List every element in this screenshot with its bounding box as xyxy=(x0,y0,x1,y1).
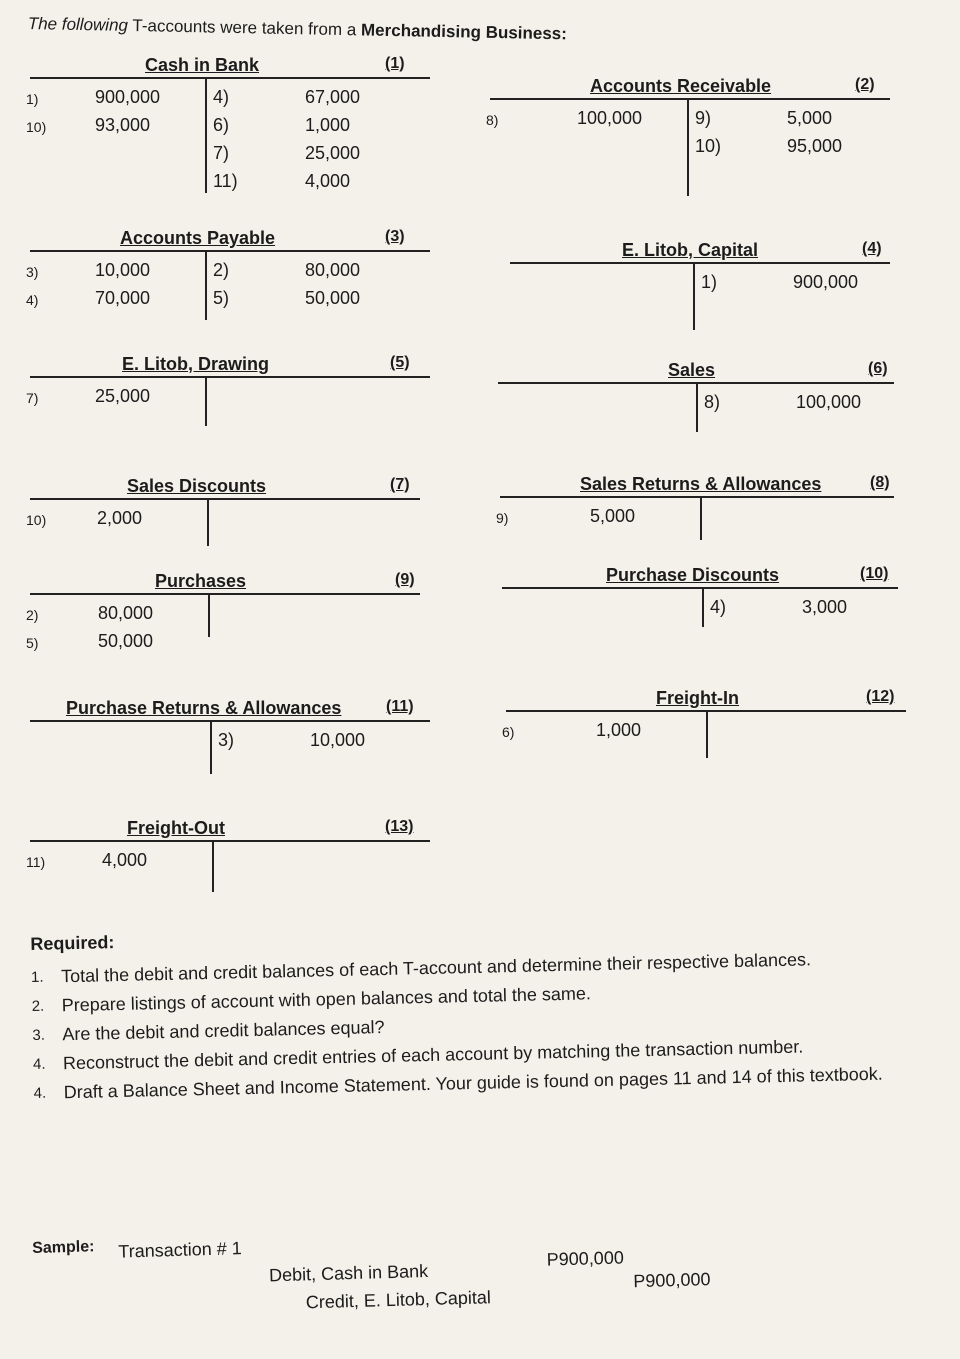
t-account xyxy=(486,76,890,196)
account-number: (12) xyxy=(866,688,895,705)
account-number: (9) xyxy=(395,571,415,588)
t-account xyxy=(502,565,898,685)
account-title: E. Litob, Capital xyxy=(622,240,759,260)
account-number: (8) xyxy=(870,474,890,491)
credit-amount: 95,000 xyxy=(787,136,843,156)
intro-prefix: The following xyxy=(27,14,129,35)
debit-ref: 2) xyxy=(26,607,39,623)
account-title: Sales Returns & Allowances xyxy=(580,474,822,494)
item-number: 4. xyxy=(32,1055,46,1073)
item-number: 4. xyxy=(33,1084,47,1102)
t-account-vertical-line xyxy=(207,498,209,546)
account-number: (4) xyxy=(862,240,882,257)
credit-ref: 9) xyxy=(695,108,712,128)
debit-amount: 80,000 xyxy=(98,603,154,623)
credit-ref: 7) xyxy=(213,143,230,163)
t-account xyxy=(498,360,894,480)
credit-ref: 3) xyxy=(218,730,235,750)
debit-ref: 11) xyxy=(26,854,46,870)
credit-ref: 11) xyxy=(213,171,238,191)
credit-ref: 1) xyxy=(701,272,718,292)
t-account-vertical-line xyxy=(205,376,207,426)
debit-amount: 5,000 xyxy=(590,506,636,526)
sample-credit-amount: P900,000 xyxy=(633,1269,711,1292)
item-text: Total the debit and credit balances of each T-account and determine their respective balances. xyxy=(60,949,812,987)
t-account xyxy=(26,818,430,938)
debit-ref: 3) xyxy=(26,264,39,280)
intro-line xyxy=(28,14,567,44)
t-account-horizontal-line xyxy=(510,262,890,264)
account-number: (6) xyxy=(868,360,888,377)
debit-ref: 8) xyxy=(486,112,499,128)
t-account-horizontal-line xyxy=(30,250,430,252)
item-text: Prepare listings of account with open balances and total the same. xyxy=(61,983,592,1016)
credit-ref: 10) xyxy=(695,136,722,156)
debit-ref: 10) xyxy=(26,512,47,528)
t-account-vertical-line xyxy=(205,250,207,320)
account-number: (11) xyxy=(386,698,414,715)
t-account-vertical-line xyxy=(205,77,207,193)
credit-amount: 3,000 xyxy=(802,597,848,617)
t-account-vertical-line xyxy=(702,587,704,627)
account-number: (2) xyxy=(855,76,875,93)
t-account xyxy=(26,55,430,191)
credit-amount: 100,000 xyxy=(796,392,862,412)
account-title: Freight-In xyxy=(656,688,739,708)
sample-section xyxy=(32,1219,775,1340)
t-account xyxy=(26,354,430,474)
credit-amount: 67,000 xyxy=(305,87,361,107)
account-title: Freight-Out xyxy=(127,818,225,838)
intro-bold: Merchandising Business: xyxy=(360,20,568,44)
t-account xyxy=(26,228,430,348)
item-number: 2. xyxy=(31,997,45,1015)
t-account-horizontal-line xyxy=(30,498,420,500)
credit-amount: 10,000 xyxy=(310,730,366,750)
t-account-vertical-line xyxy=(208,593,210,637)
intro-text: T-accounts were taken from a xyxy=(127,15,362,40)
credit-amount: 25,000 xyxy=(305,143,361,163)
credit-amount: 1,000 xyxy=(305,115,351,135)
t-account-horizontal-line xyxy=(30,376,430,378)
account-title: Cash in Bank xyxy=(145,55,260,75)
t-account xyxy=(502,688,906,808)
credit-ref: 2) xyxy=(213,260,230,280)
required-list xyxy=(31,943,934,1108)
t-account-vertical-line xyxy=(696,382,698,432)
account-title: E. Litob, Drawing xyxy=(122,354,269,374)
account-number: (5) xyxy=(390,354,410,371)
item-text: Reconstruct the debit and credit entries of each account by matching the transaction number. xyxy=(62,1036,804,1074)
sample-transaction: Transaction # 1 xyxy=(118,1238,242,1262)
credit-ref: 4) xyxy=(710,597,727,617)
credit-ref: 5) xyxy=(213,288,230,308)
item-number: 3. xyxy=(32,1026,46,1044)
account-number: (7) xyxy=(390,476,410,493)
t-account-vertical-line xyxy=(212,840,214,892)
t-account xyxy=(30,698,430,818)
debit-amount: 25,000 xyxy=(95,386,151,406)
debit-amount: 4,000 xyxy=(102,850,148,870)
credit-amount: 80,000 xyxy=(305,260,361,280)
t-account-horizontal-line xyxy=(30,593,420,595)
t-account-horizontal-line xyxy=(30,77,430,79)
debit-amount: 2,000 xyxy=(97,508,143,528)
credit-amount: 50,000 xyxy=(305,288,361,308)
credit-amount: 900,000 xyxy=(793,272,859,292)
t-account-horizontal-line xyxy=(502,587,898,589)
sample-label: Sample: xyxy=(32,1238,95,1257)
credit-ref: 8) xyxy=(704,392,721,412)
required-heading: Required: xyxy=(30,932,115,954)
sample-debit-amount: P900,000 xyxy=(546,1247,625,1270)
account-title: Purchase Returns & Allowances xyxy=(66,698,342,718)
credit-ref: 4) xyxy=(213,87,230,107)
t-account-horizontal-line xyxy=(500,496,894,498)
debit-amount: 93,000 xyxy=(95,115,151,135)
account-title: Accounts Receivable xyxy=(590,76,772,96)
t-account-horizontal-line xyxy=(490,98,890,100)
t-account-horizontal-line xyxy=(30,720,430,722)
account-number: (3) xyxy=(385,228,405,245)
t-account-vertical-line xyxy=(693,262,695,330)
required-section xyxy=(30,910,934,1108)
debit-amount: 1,000 xyxy=(596,720,642,740)
debit-amount: 50,000 xyxy=(98,631,154,651)
account-number: (13) xyxy=(385,818,414,835)
debit-amount: 70,000 xyxy=(95,288,151,308)
t-account-vertical-line xyxy=(687,98,689,196)
debit-ref: 5) xyxy=(26,635,39,651)
account-number: (1) xyxy=(385,55,405,72)
debit-ref: 10) xyxy=(26,119,47,135)
sample-debit-line: Debit, Cash in Bank xyxy=(268,1260,429,1286)
debit-amount: 10,000 xyxy=(95,260,151,280)
item-text: Are the debit and credit balances equal? xyxy=(62,1016,385,1045)
debit-amount: 100,000 xyxy=(577,108,643,128)
account-number: (10) xyxy=(860,565,889,582)
debit-ref: 7) xyxy=(26,390,39,406)
t-account-horizontal-line xyxy=(30,840,430,842)
sample-credit-line: Credit, E. Litob, Capital xyxy=(305,1287,492,1313)
t-account xyxy=(510,240,890,360)
credit-ref: 6) xyxy=(213,115,230,135)
item-text: Draft a Balance Sheet and Income Statement. Your guide is found on pages 11 and 14 of this textbook. xyxy=(63,1063,883,1103)
t-account xyxy=(26,571,420,691)
credit-amount: 4,000 xyxy=(305,171,351,191)
debit-amount: 900,000 xyxy=(95,87,161,107)
account-title: Sales xyxy=(668,360,716,380)
t-account-vertical-line xyxy=(706,710,708,758)
account-title: Accounts Payable xyxy=(120,228,276,248)
debit-ref: 6) xyxy=(502,724,515,740)
account-title: Purchases xyxy=(155,571,247,591)
credit-amount: 5,000 xyxy=(787,108,833,128)
item-number: 1. xyxy=(30,968,44,986)
debit-ref: 9) xyxy=(496,510,509,526)
account-title: Sales Discounts xyxy=(127,476,267,496)
t-account-vertical-line xyxy=(700,496,702,540)
debit-ref: 4) xyxy=(26,292,39,308)
debit-ref: 1) xyxy=(26,91,39,107)
account-title: Purchase Discounts xyxy=(606,565,780,585)
t-account-vertical-line xyxy=(210,720,212,774)
